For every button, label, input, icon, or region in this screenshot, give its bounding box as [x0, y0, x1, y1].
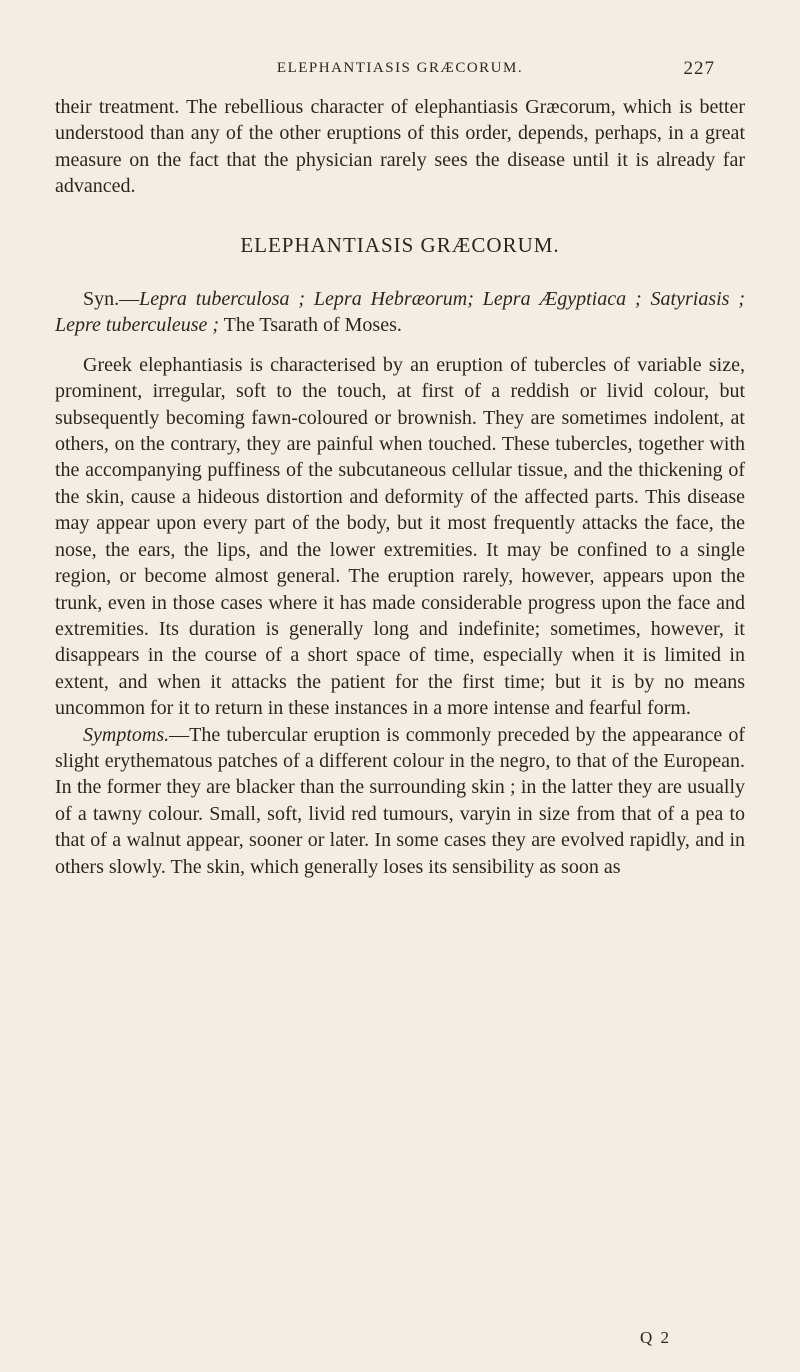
- description-paragraph: Greek elephantiasis is characterised by an eruption of tubercles of variable size, prominent, irregular, soft to the touch, at first of a reddish or livid colour, but subsequently becoming fawn-coloured or brownish. They are sometimes indolent, at others, on the contrary, they are painful when touched. These tubercles, together with the accompanying puffiness of the subcutaneous cellular tissue, and the thickening of the skin, cause a hideous distortion and deformity of the affected parts. This disease may appear upon every part of the body, but it most frequently attacks the face, the nose, the ears, the lips, and the lower extremities. It may be confined to a single region, or become almost general. The eruption rarely, however, appears upon the trunk, even in those cases where it has made considerable progress upon the face and extremities. Its duration is generally long and indefinite; sometimes, however, it disappears in the course of a short space of time, especially when it is limited in extent, and when it attacks the patient for the first time; but it is by no means uncommon for it to return in these instances in a more intense and fearful form.: [55, 353, 745, 720]
- synonyms-names: Lepra tuberculosa ; Lepra Hebræorum; Lepra Ægyptiaca ; Satyriasis ; Lepre tuberculeuse ;: [55, 288, 745, 337]
- synonyms-paragraph: [55, 286, 745, 339]
- synonyms-label: Syn.: [83, 288, 120, 311]
- body-text: [55, 94, 745, 880]
- symptoms-label: Symptoms.: [83, 723, 170, 746]
- section-heading: ELEPHANTIASIS GRÆCORUM.: [240, 232, 560, 257]
- signature-mark: Q 2: [640, 1328, 672, 1347]
- page-number: 227: [683, 58, 715, 79]
- intro-paragraph: their treatment. The rebellious character of elephantiasis Græcorum, which is better understood than any of the other eruptions of this order, depends, perhaps, in a great measure on the fact that the physician rarely sees the disease until it is already far advanced.: [55, 96, 745, 198]
- symptoms-paragraph: [55, 722, 745, 880]
- synonyms-dash: —: [119, 288, 140, 311]
- running-head: [0, 60, 800, 84]
- symptoms-text: —The tubercular eruption is commonly preceded by the appearance of slight erythematous patches of a different colour in the negro, to that of the European. In the former they are blacker than the surrounding skin ; in the latter they are usually of a tawny colour. Small, soft, livid red tumours, varyin in size from that of a pea to that of a walnut appear, sooner or later. In some cases they are evolved rapidly, and in others slowly. The skin, which generally loses its sensibility as soon as: [55, 723, 745, 878]
- running-title: ELEPHANTIASIS GRÆCORUM.: [276, 60, 524, 76]
- synonyms-tail: The Tsarath of Moses.: [219, 314, 402, 337]
